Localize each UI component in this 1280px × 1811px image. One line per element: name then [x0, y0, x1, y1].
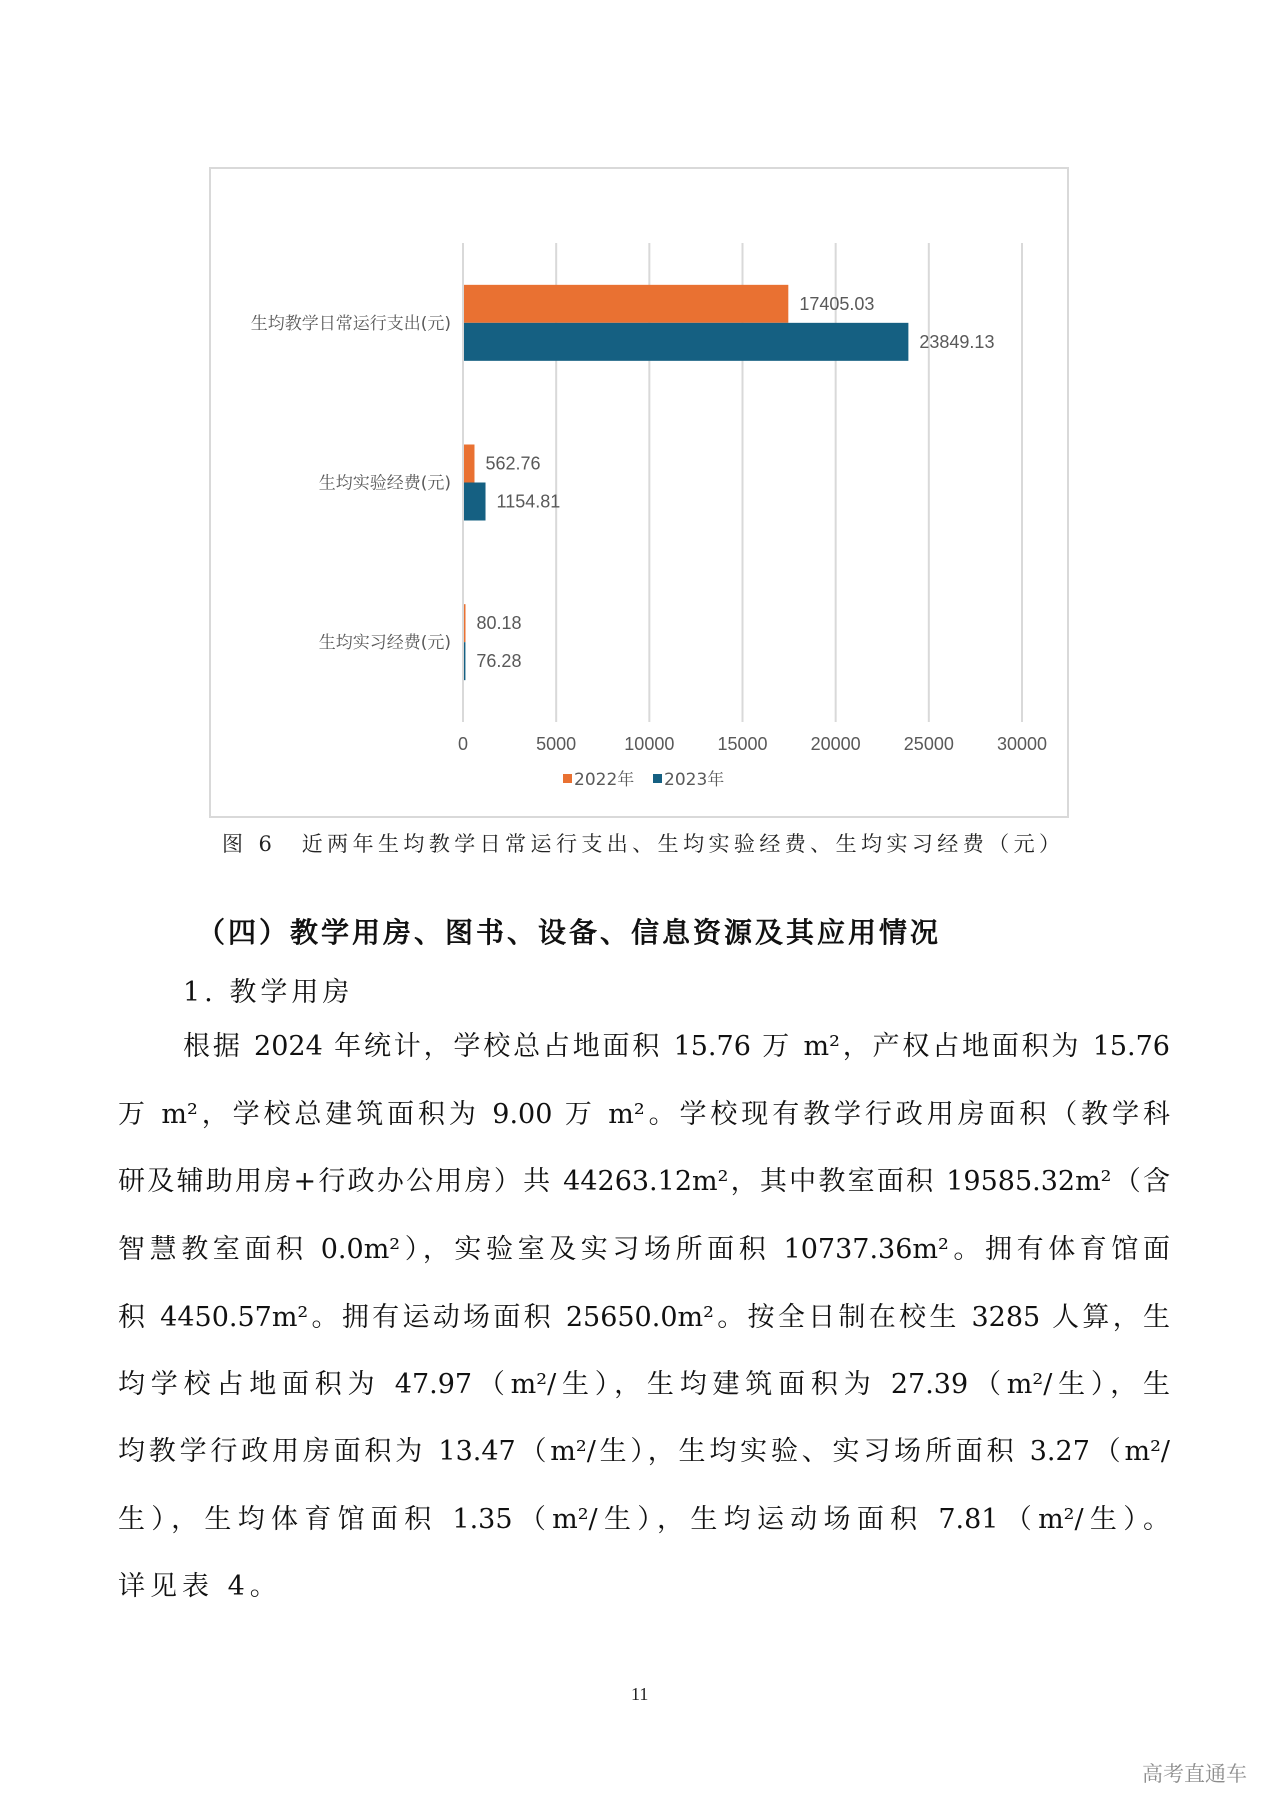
body-line: 生），生均体育馆面积 1.35（m²/生），生均运动场面积 7.81（m²/生）。 [118, 1504, 1170, 1535]
section-heading: （四）教学用房、图书、设备、信息资源及其应用情况 [197, 916, 942, 949]
data-label: 17405.03 [799, 293, 875, 314]
category-labels [251, 314, 451, 653]
legend-label: 2022年 [574, 770, 635, 790]
bar-2023年-0 [464, 323, 908, 361]
x-tick-label: 0 [457, 734, 469, 754]
x-tick-label: 20000 [810, 734, 861, 754]
bars [464, 285, 908, 680]
subsection-heading: 1. 教学用房 [183, 977, 354, 1008]
body-line: 详见表 4。 [118, 1571, 282, 1602]
legend [563, 769, 724, 790]
data-label: 80.18 [476, 613, 522, 634]
data-label: 76.28 [476, 651, 522, 672]
data-label: 23849.13 [919, 331, 995, 352]
x-tick-label: 15000 [717, 734, 768, 754]
legend-label: 2023年 [664, 770, 725, 790]
data-label: 562.76 [485, 453, 541, 474]
body-line: 积 4450.57m²。拥有运动场面积 25650.0m²。按全日制在校生 3285 人算，生 [118, 1302, 1170, 1333]
category-label: 生均实验经费(元) [318, 473, 451, 494]
x-tick-label: 25000 [903, 734, 954, 754]
bar-chart [211, 169, 1067, 816]
page-number: 11 [631, 1684, 649, 1704]
body-line: 万 m²，学校总建筑面积为 9.00 万 m²。学校现有教学行政用房面积（教学科 [118, 1099, 1170, 1130]
bar-2023年-2 [464, 642, 465, 680]
data-label: 1154.81 [496, 491, 561, 512]
body-line: 智慧教室面积 0.0m²），实验室及实习场所面积 10737.36m²。拥有体育馆面 [118, 1234, 1170, 1265]
body-line: 均学校占地面积为 47.97（m²/生），生均建筑面积为 27.39（m²/生），生 [118, 1369, 1170, 1400]
x-axis-ticks [458, 734, 1047, 754]
body-line: 均教学行政用房面积为 13.47（m²/生），生均实验、实习场所面积 3.27（m²/ [118, 1436, 1170, 1467]
category-label: 生均教学日常运行支出(元) [250, 313, 451, 334]
legend-swatch-2023年 [653, 774, 662, 783]
bar-2022年-0 [464, 285, 788, 323]
bar-2022年-1 [464, 445, 474, 483]
category-label: 生均实习经费(元) [318, 633, 451, 654]
body-line: 研及辅助用房+行政办公用房）共 44263.12m²，其中教室面积 19585.32m²（含 [118, 1166, 1170, 1197]
figure-caption: 图 6 近两年生均教学日常运行支出、生均实验经费、生均实习经费（元） [222, 832, 1060, 856]
x-tick-label: 5000 [536, 734, 577, 754]
bar-2022年-2 [464, 604, 465, 642]
x-tick-label: 30000 [996, 734, 1048, 754]
x-tick-label: 10000 [624, 734, 675, 754]
body-line: 根据 2024 年统计，学校总占地面积 15.76 万 m²，产权占地面积为 15.76 [183, 1031, 1170, 1062]
bar-2023年-1 [464, 483, 486, 521]
chart-container [209, 167, 1069, 818]
legend-swatch-2022年 [563, 774, 572, 783]
watermark: 高考直通车 [1142, 1762, 1247, 1786]
